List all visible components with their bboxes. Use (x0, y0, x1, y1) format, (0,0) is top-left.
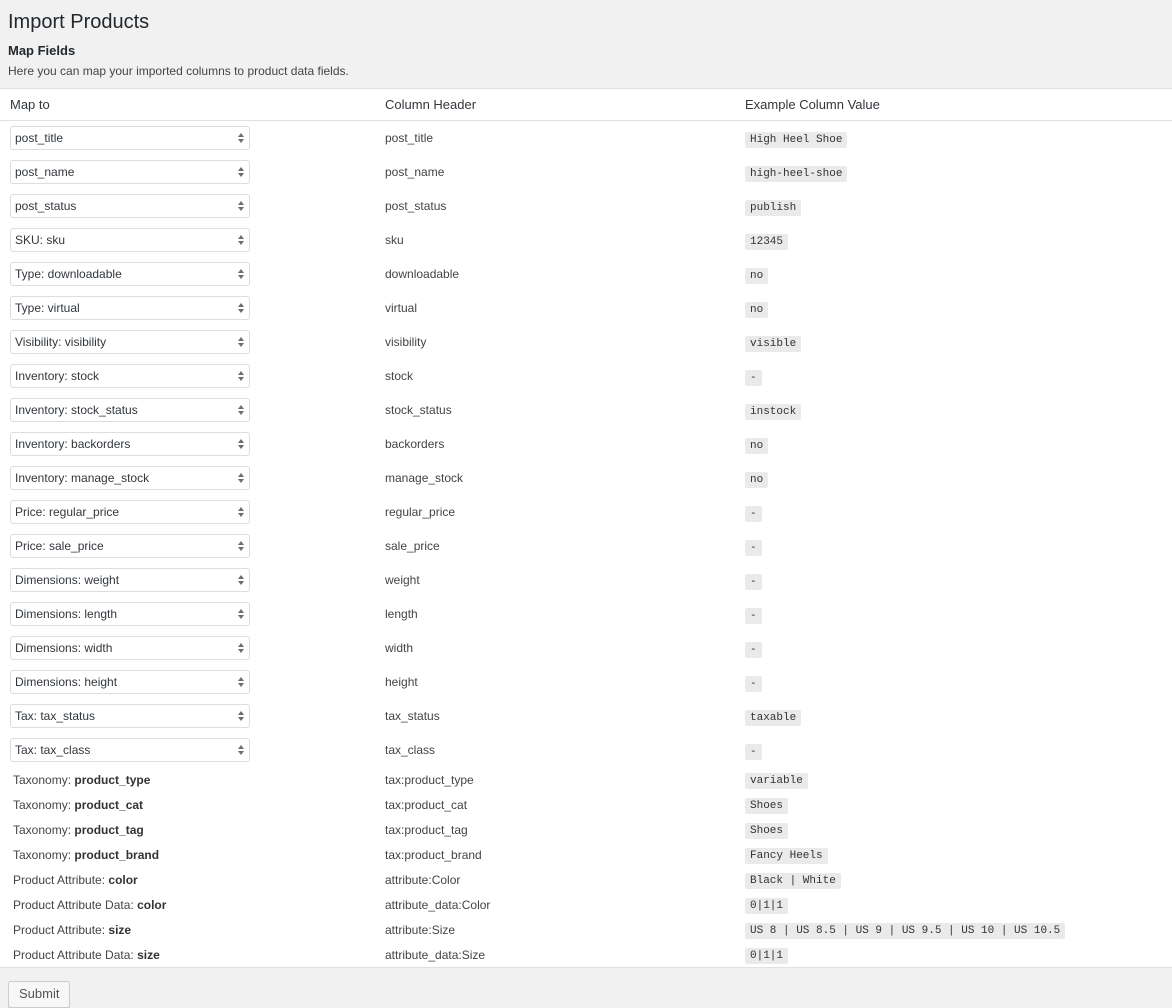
cell-column-header (375, 867, 735, 892)
example-value-code: US 8 | US 8.5 | US 9 | US 9.5 | US 10 | US 10.5 (745, 923, 1065, 939)
cell-map-to (0, 495, 375, 529)
table-row (0, 427, 1172, 461)
table-row (0, 631, 1172, 665)
cell-map-to (0, 767, 375, 792)
cell-map-to (0, 223, 375, 257)
example-value-code: Shoes (745, 823, 788, 839)
example-value-code: - (745, 744, 762, 760)
cell-map-to (0, 121, 375, 156)
column-header-text: length (385, 607, 418, 621)
map-to-static-label: Product Attribute: size (13, 922, 132, 937)
column-header-text: manage_stock (385, 471, 464, 485)
cell-map-to (0, 699, 375, 733)
map-to-select-wrapper (10, 194, 250, 218)
cell-column-header (375, 189, 735, 223)
map-to-select-wrapper (10, 330, 250, 354)
map-to-select[interactable] (10, 670, 250, 694)
map-to-select[interactable] (10, 704, 250, 728)
cell-example-value (735, 733, 1172, 767)
cell-column-header (375, 495, 735, 529)
cell-example-value (735, 189, 1172, 223)
table-row (0, 867, 1172, 892)
map-to-static-label: Product Attribute Data: color (13, 897, 167, 912)
table-row (0, 223, 1172, 257)
cell-example-value (735, 529, 1172, 563)
column-header-text: width (385, 641, 414, 655)
example-value-code: - (745, 574, 762, 590)
cell-map-to (0, 359, 375, 393)
cell-column-header (375, 817, 735, 842)
cell-example-value (735, 842, 1172, 867)
map-to-select-wrapper (10, 262, 250, 286)
cell-column-header (375, 842, 735, 867)
column-header-text: attribute:Color (385, 872, 461, 887)
cell-map-to (0, 631, 375, 665)
column-header-text: backorders (385, 437, 445, 451)
column-header-text: sku (385, 233, 404, 247)
column-header-text: downloadable (385, 267, 460, 281)
cell-example-value (735, 461, 1172, 495)
example-value-code: High Heel Shoe (745, 132, 847, 148)
map-to-select[interactable] (10, 330, 250, 354)
example-value-code: - (745, 642, 762, 658)
column-header-text: stock (385, 369, 414, 383)
column-header-text: virtual (385, 301, 418, 315)
map-to-select[interactable] (10, 364, 250, 388)
column-header-text: tax:product_tag (385, 822, 468, 837)
cell-example-value (735, 867, 1172, 892)
cell-column-header (375, 892, 735, 917)
cell-column-header (375, 121, 735, 156)
column-header-text: tax_class (385, 743, 436, 757)
example-value-code: no (745, 268, 768, 284)
table-row (0, 817, 1172, 842)
table-row (0, 495, 1172, 529)
table-row (0, 665, 1172, 699)
cell-example-value (735, 699, 1172, 733)
map-to-static-label: Taxonomy: product_cat (13, 797, 144, 812)
example-value-code: taxable (745, 710, 801, 726)
cell-map-to (0, 665, 375, 699)
column-header-column-header: Column Header (375, 89, 735, 121)
cell-column-header (375, 393, 735, 427)
table-row (0, 597, 1172, 631)
cell-column-header (375, 631, 735, 665)
column-header-text: attribute:Size (385, 922, 456, 937)
example-value-code: Shoes (745, 798, 788, 814)
cell-map-to (0, 325, 375, 359)
cell-column-header (375, 325, 735, 359)
cell-column-header (375, 257, 735, 291)
cell-column-header (375, 733, 735, 767)
cell-map-to (0, 291, 375, 325)
cell-column-header (375, 917, 735, 942)
cell-example-value (735, 817, 1172, 842)
map-to-select-wrapper (10, 228, 250, 252)
table-row (0, 325, 1172, 359)
table-head (0, 89, 1172, 121)
table-row (0, 767, 1172, 792)
cell-map-to (0, 867, 375, 892)
submit-bar (0, 968, 1172, 1008)
cell-map-to (0, 817, 375, 842)
table-row (0, 291, 1172, 325)
map-to-select[interactable] (10, 636, 250, 660)
map-to-select[interactable] (10, 160, 250, 184)
column-header-text: tax:product_cat (385, 797, 468, 812)
column-header-text: post_name (385, 165, 445, 179)
column-header-map-to: Map to (0, 89, 375, 121)
cell-column-header (375, 461, 735, 495)
map-to-select-wrapper (10, 432, 250, 456)
map-to-select-wrapper (10, 704, 250, 728)
column-header-text: post_status (385, 199, 447, 213)
cell-map-to (0, 155, 375, 189)
cell-map-to (0, 597, 375, 631)
example-value-code: - (745, 506, 762, 522)
map-to-static-label: Product Attribute Data: size (13, 947, 160, 962)
cell-column-header (375, 359, 735, 393)
map-to-select[interactable] (10, 398, 250, 422)
table-row (0, 892, 1172, 917)
column-header-text: attribute_data:Size (385, 947, 486, 962)
cell-example-value (735, 495, 1172, 529)
column-header-text: stock_status (385, 403, 452, 417)
map-to-select-wrapper (10, 568, 250, 592)
table-body (0, 121, 1172, 968)
map-to-static-label: Taxonomy: product_tag (13, 822, 144, 837)
map-to-static-label: Product Attribute: color (13, 872, 138, 887)
table-row (0, 842, 1172, 867)
cell-example-value (735, 359, 1172, 393)
example-value-code: Fancy Heels (745, 848, 828, 864)
table-row (0, 792, 1172, 817)
map-to-select-wrapper (10, 602, 250, 626)
example-value-code: - (745, 608, 762, 624)
table-row (0, 121, 1172, 156)
example-value-code: - (745, 676, 762, 692)
cell-example-value (735, 942, 1172, 967)
cell-map-to (0, 942, 375, 967)
column-header-text: sale_price (385, 539, 440, 553)
cell-map-to (0, 892, 375, 917)
cell-example-value (735, 792, 1172, 817)
cell-column-header (375, 155, 735, 189)
cell-column-header (375, 529, 735, 563)
map-to-select-wrapper (10, 126, 250, 150)
table-row (0, 529, 1172, 563)
map-to-select[interactable] (10, 466, 250, 490)
cell-column-header (375, 942, 735, 967)
cell-example-value (735, 892, 1172, 917)
cell-example-value (735, 917, 1172, 942)
cell-example-value (735, 223, 1172, 257)
column-header-text: visibility (385, 335, 427, 349)
cell-example-value (735, 563, 1172, 597)
cell-example-value (735, 393, 1172, 427)
example-value-code: no (745, 302, 768, 318)
table-row (0, 155, 1172, 189)
table-row (0, 917, 1172, 942)
example-value-code: no (745, 438, 768, 454)
cell-map-to (0, 189, 375, 223)
column-header-text: attribute_data:Color (385, 897, 491, 912)
map-to-select-wrapper (10, 296, 250, 320)
column-header-text: regular_price (385, 505, 456, 519)
table-row (0, 733, 1172, 767)
cell-column-header (375, 563, 735, 597)
cell-map-to (0, 427, 375, 461)
map-to-static-label: Taxonomy: product_brand (13, 847, 160, 862)
cell-column-header (375, 223, 735, 257)
map-to-select-wrapper (10, 466, 250, 490)
cell-example-value (735, 291, 1172, 325)
section-title: Map Fields (8, 43, 76, 58)
column-header-example-value: Example Column Value (735, 89, 1172, 121)
map-fields-table-container (0, 88, 1172, 968)
table-row (0, 189, 1172, 223)
map-to-select-wrapper (10, 738, 250, 762)
table-row (0, 942, 1172, 967)
map-to-select-wrapper (10, 500, 250, 524)
cell-map-to (0, 529, 375, 563)
cell-map-to (0, 917, 375, 942)
cell-column-header (375, 699, 735, 733)
example-value-code: visible (745, 336, 801, 352)
cell-example-value (735, 631, 1172, 665)
cell-example-value (735, 427, 1172, 461)
example-value-code: publish (745, 200, 801, 216)
map-to-select[interactable] (10, 500, 250, 524)
cell-example-value (735, 767, 1172, 792)
map-to-select[interactable] (10, 602, 250, 626)
map-to-select[interactable] (10, 228, 250, 252)
map-to-select-wrapper (10, 670, 250, 694)
cell-example-value (735, 155, 1172, 189)
table-row (0, 393, 1172, 427)
example-value-code: 0|1|1 (745, 948, 788, 964)
example-value-code: Black | White (745, 873, 841, 889)
cell-map-to (0, 842, 375, 867)
column-header-text: tax:product_brand (385, 847, 482, 862)
cell-map-to (0, 733, 375, 767)
table-row (0, 563, 1172, 597)
cell-example-value (735, 597, 1172, 631)
page-title: Import Products (8, 11, 150, 33)
table-row (0, 257, 1172, 291)
example-value-code: no (745, 472, 768, 488)
cell-example-value (735, 121, 1172, 156)
map-to-select[interactable] (10, 126, 250, 150)
table-row (0, 461, 1172, 495)
column-header-text: post_title (385, 131, 434, 145)
cell-map-to (0, 563, 375, 597)
map-to-select[interactable] (10, 568, 250, 592)
cell-map-to (0, 792, 375, 817)
map-to-select-wrapper (10, 636, 250, 660)
cell-column-header (375, 597, 735, 631)
map-to-select-wrapper (10, 534, 250, 558)
cell-column-header (375, 427, 735, 461)
cell-column-header (375, 665, 735, 699)
cell-column-header (375, 767, 735, 792)
section-description: Here you can map your imported columns to product data fields. (8, 64, 349, 78)
table-row (0, 699, 1172, 733)
map-to-select-wrapper (10, 398, 250, 422)
column-header-text: tax:product_type (385, 772, 474, 787)
column-header-text: height (385, 675, 418, 689)
column-header-text: tax_status (385, 709, 440, 723)
map-to-select[interactable] (10, 262, 250, 286)
cell-example-value (735, 665, 1172, 699)
column-header-text: weight (385, 573, 420, 587)
example-value-code: - (745, 370, 762, 386)
map-to-select[interactable] (10, 534, 250, 558)
map-to-select[interactable] (10, 738, 250, 762)
table-row (0, 359, 1172, 393)
example-value-code: 12345 (745, 234, 788, 250)
submit-button[interactable]: Submit (8, 981, 70, 1008)
table-header-row (0, 89, 1172, 121)
example-value-code: instock (745, 404, 801, 420)
map-to-select[interactable] (10, 194, 250, 218)
map-to-static-label: Taxonomy: product_type (13, 772, 151, 787)
cell-example-value (735, 257, 1172, 291)
example-value-code: 0|1|1 (745, 898, 788, 914)
example-value-code: - (745, 540, 762, 556)
map-fields-table (0, 89, 1172, 967)
map-to-select[interactable] (10, 296, 250, 320)
map-to-select-wrapper (10, 364, 250, 388)
cell-column-header (375, 291, 735, 325)
map-to-select[interactable] (10, 432, 250, 456)
cell-map-to (0, 393, 375, 427)
example-value-code: high-heel-shoe (745, 166, 847, 182)
map-to-select-wrapper (10, 160, 250, 184)
example-value-code: variable (745, 773, 808, 789)
cell-map-to (0, 461, 375, 495)
cell-example-value (735, 325, 1172, 359)
cell-map-to (0, 257, 375, 291)
cell-column-header (375, 792, 735, 817)
